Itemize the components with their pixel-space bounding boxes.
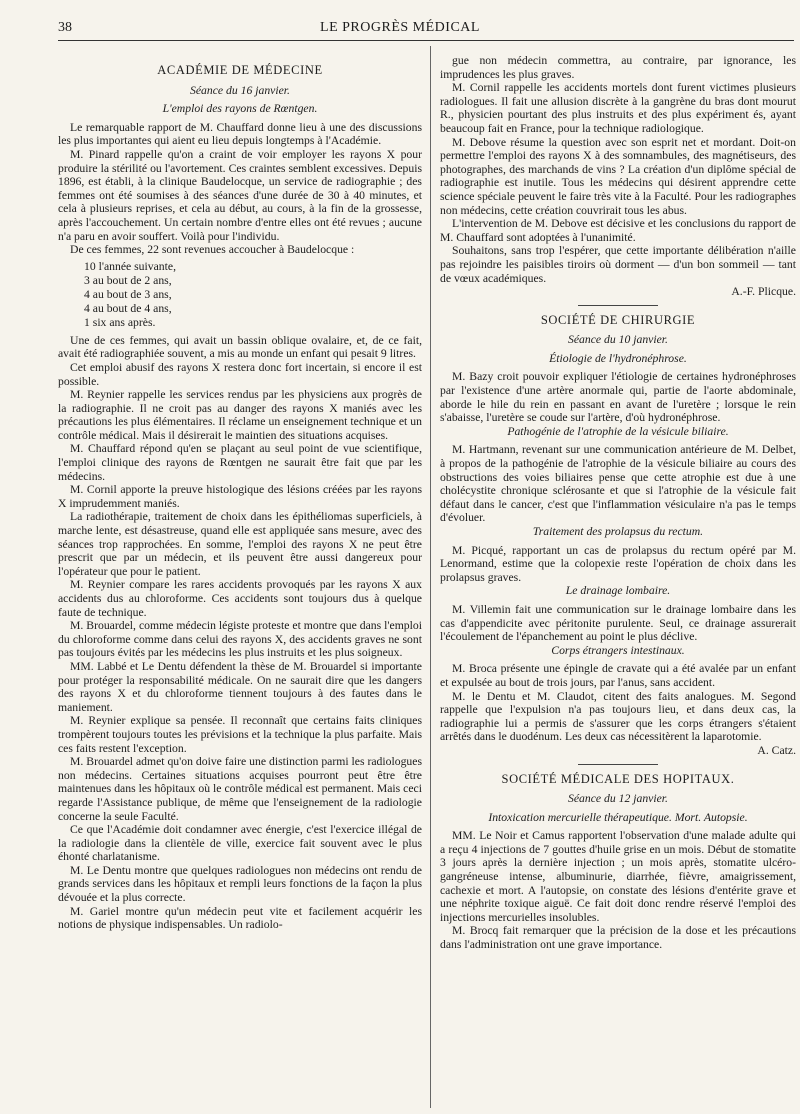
section-title: ACADÉMIE DE MÉDECINE	[157, 63, 323, 77]
topic-title: Intoxication mercurielle thérapeutique. Mort. Autopsie.	[488, 810, 748, 824]
journal-title: LE PROGRÈS MÉDICAL	[320, 20, 480, 35]
topic-title: Pathogénie de l'atrophie de la vésicule biliaire.	[507, 424, 729, 438]
paragraph: M. Broca présente une épingle de cravate qui a été avalée par un enfant et expulsée au bout de trois jours, par l'anus, sans accident.	[440, 662, 796, 689]
paragraph: M. Chauffard répond qu'en se plaçant au seul point de vue scientifique, l'emploi clinique des rayons de Rœntgen ne saurait être fait que par les médecins.	[58, 442, 422, 483]
list-item: 10 l'année suivante,	[84, 259, 177, 273]
paragraph: M. Picqué, rapportant un cas de prolapsus du rectum opéré par M. Lenormand, estime que la colopexie reste l'opération de choix dans les prolapsus graves.	[440, 543, 796, 584]
paragraph: M. Le Dentu montre que quelques radiologues non médecins ont rendu de grands services dans les hôpitaux et rempli leurs fonctions de la façon la plus dévouée et la plus correcte.	[58, 863, 422, 905]
paragraph: M. Hartmann, revenant sur une communication antérieure de M. Delbet, à propos de la pathogénie de l'atrophie de la vésicule biliaire au cours des obstructions des voies biliaires pense que cette atrophie est due à une cholécystite chronique sclérosante et que si l'atrophie de la vésicule fait défaut dans le cancer, c'est que l'inflammation vésiculaire n'a pas le temps d'évoluer.	[440, 443, 796, 525]
paragraph: M. Gariel montre qu'un médecin peut vite et facilement acquérir les notions de physique indispensables. Un radiolo-	[58, 904, 422, 932]
paragraph: M. Bazy croit pouvoir expliquer l'étiologie de certaines hydronéphroses par l'existence d'une artère anormale qui, partie de l'aorte abdominale, aborde le hile du rein en passant en avant de l'uretère ; lorsque le rein s'abaisse, l'uretère se coude sur l'artère, d'où hydronéphrose.	[440, 370, 796, 425]
topic-title: Le drainage lombaire.	[565, 584, 671, 598]
paragraph: Une de ces femmes, qui avait un bassin oblique ovalaire, et, de ce fait, avait été radiographiée souvent, a mis au monde un enfant qui pesait 9 litres.	[58, 333, 422, 361]
right-column	[440, 54, 796, 952]
section-title: SOCIÉTÉ DE CHIRURGIE	[540, 312, 696, 327]
signature: A. Catz.	[757, 743, 796, 757]
signature: A.-F. Plicque.	[731, 285, 796, 299]
paragraph: M. Cornil rappelle les accidents mortels dont furent victimes plusieurs radiologues. Il fait une allusion discrète à la gangrène du bras dont mourut R., physicien pourtant des plus instruits et des plus expériment és, ayant beaucoup fait en France, pour la technique radiologique.	[440, 81, 796, 135]
births-list	[84, 260, 422, 330]
paragraph: Ce que l'Académie doit condamner avec énergie, c'est l'exercice illégal de la radiologie dans la clientèle de ville, exercice fait souvent avec le plus éhonté charlatanisme.	[58, 823, 422, 864]
paragraph: De ces femmes, 22 sont revenues accoucher à Baudelocque :	[70, 243, 355, 257]
paragraph: M. Villemin fait une communication sur le drainage lombaire dans les cas d'appendicite avec péritonite purulente. Seul, ce drainage assurerait l'écoulement de l'épanchement au point le plus déclive.	[440, 602, 796, 644]
paragraph: M. Reynier compare les rares accidents provoqués par les rayons X aux accidents dus au chloroforme. Ces accidents sont toujours dus à quelque faute de technique.	[58, 578, 422, 619]
paragraph: M. le Dentu et M. Claudot, citent des faits analogues. M. Segond rappelle que l'expulsion n'a pas toujours lieu, et dans deux cas, la radiographie lui a permis de s'assurer que les corps étrangers s'étaient arrêtés dans le duodénum. Les deux cas nécessitèrent la laparotomie.	[440, 689, 796, 744]
paragraph: M. Brouardel admet qu'on doive faire une distinction parmi les radiologues non médecins. Certaines situations acquises pourront peut être être maintenues dans les hôpitaux où le contrôle médical est permanent. Mais ceci regarde l'Assistance publique, de même que l'enseignement de la radiologie concerne la seule Faculté.	[58, 755, 422, 823]
section-title: SOCIÉTÉ MÉDICALE DES HOPITAUX.	[501, 771, 735, 786]
topic-title: Étiologie de l'hydronéphrose.	[549, 351, 687, 365]
topic-title: Traitement des prolapsus du rectum.	[532, 525, 704, 538]
paragraph: M. Reynier explique sa pensée. Il reconnaît que certains faits cliniques trompèrent toujours toutes les prévisions et la technique la plus parfaite. Mais ces faits restent l'exception.	[58, 714, 422, 755]
left-column	[58, 64, 422, 932]
list-item: 4 au bout de 4 ans,	[84, 301, 172, 315]
section-rule	[578, 764, 658, 765]
paragraph: gue non médecin commettra, au contraire, par ignorance, les imprudences les plus graves.	[440, 54, 796, 81]
paragraph: La radiothérapie, traitement de choix dans les épithéliomas superficiels, à marche lente, est désastreuse, quand elle est appliquée sans mesure, avec des séances trop rapprochées. En somme, l'emploi des rayons X ne peut être prescrit que par un médecin, et ils peuvent être aussi dangereux pour l'opérateur que pour le patient.	[58, 510, 422, 578]
list-item: 3 au bout de 2 ans,	[84, 273, 172, 287]
list-item: 4 au bout de 3 ans,	[84, 287, 172, 301]
paragraph: M. Debove résume la question avec son esprit net et mordant. Doit-on permettre l'emploi des rayons X à des somnambules, des magnétiseurs, des photographes, des marchands de vins ? La création d'un diplôme spécial de radiographie est inutile. Tous les médecins qui désirent apprendre cette science spéciale peuvent le faire très vite à la Faculté. Pour les radiographes non médecins, cette création couvrirait tous les abus.	[440, 135, 796, 217]
seance-date: Séance du 12 janvier.	[568, 792, 668, 806]
header-rule	[58, 40, 794, 41]
seance-date: Séance du 10 janvier.	[568, 333, 668, 347]
paragraph: M. Brocq fait remarquer que la précision de la dose et les précautions dans l'administration ont une grave importance.	[440, 924, 796, 952]
paragraph: M. Brouardel, comme médecin légiste proteste et montre que dans l'emploi du chloroforme comme dans celui des rayons X, des accidents graves ne sont pas toujours évités par les médecins les plus instruits et les plus soigneux.	[58, 619, 422, 660]
paragraph: Souhaitons, sans trop l'espérer, que cette importante délibération n'aille pas rejoindre les paisibles tiroirs où dorment — d'un bon sommeil — tant de vœux académiques.	[440, 244, 796, 285]
list-item: 1 six ans après.	[84, 315, 156, 329]
paragraph: Le remarquable rapport de M. Chauffard donne lieu à une des discussions les plus importantes qui aient eu lieu depuis longtemps à l'Académie.	[58, 120, 422, 148]
paragraph: L'intervention de M. Debove est décisive et les conclusions du rapport de M. Chauffard sont adoptées à l'unanimité.	[440, 217, 796, 244]
column-divider	[430, 46, 431, 1108]
paragraph: Cet emploi abusif des rayons X restera donc fort incertain, si encore il est possible.	[58, 360, 422, 388]
topic-title: L'emploi des rayons de Rœntgen.	[162, 102, 318, 116]
paragraph: M. Reynier rappelle les services rendus par les physiciens aux progrès de la radiographie. Il ne croit pas au danger des rayons X maniés avec les précautions les plus élémentaires. Il réclame un enseignement technique et un contrôle médical. Mais il désirerait le maintien des situations acquises.	[58, 388, 422, 442]
paragraph: M. Cornil apporte la preuve histologique des lésions créées par les rayons X imprudemment maniés.	[58, 483, 422, 510]
paragraph: M. Pinard rappelle qu'on a craint de voir employer les rayons X pour produire la stérilité ou l'avortement. Ces craintes semblent excessives. Depuis 1896, est établi, à la clinique Baudelocque, un service de radiographie ; des femmes ont été soumises à des séances d'une durée de 30 à 40 minutes, et cela à plusieurs reprises, et cela au début, au cours, à la fin de la grossesse, après l'accouchement. Un certain nombre d'entre elles ont été revues ; aucune n'a paru en avoir souffert. Voilà pour l'individu.	[58, 147, 422, 243]
section-rule	[578, 305, 658, 306]
paragraph: MM. Le Noir et Camus rapportent l'observation d'une malade adulte qui a reçu 4 injections de 7 gouttes d'huile grise en un mois. Début de stomatite 3 jours après la dernière injection ; un mois après, stomatite ulcéro-gangréneuse intense, albuminurie, diarrhée, fièvre, amaigrissement, cachexie et mort. A l'autopsie, on constate des lésions d'entérite grave et une néphrite toxique aiguë. Ce fait doit donc rendre réservé l'emploi des injections mercurielles insolubles.	[440, 829, 796, 924]
topic-title: Corps étrangers intestinaux.	[551, 643, 685, 657]
paragraph: MM. Labbé et Le Dentu défendent la thèse de M. Brouardel si importante pour protéger la responsabilité médicale. On ne saurait dire que les dangers des rayons X et du chloroforme tiennent toujours à des fautes dans le maniement.	[58, 659, 422, 714]
seance-date: Séance du 16 janvier.	[190, 83, 290, 97]
page-number: 38	[58, 20, 72, 35]
